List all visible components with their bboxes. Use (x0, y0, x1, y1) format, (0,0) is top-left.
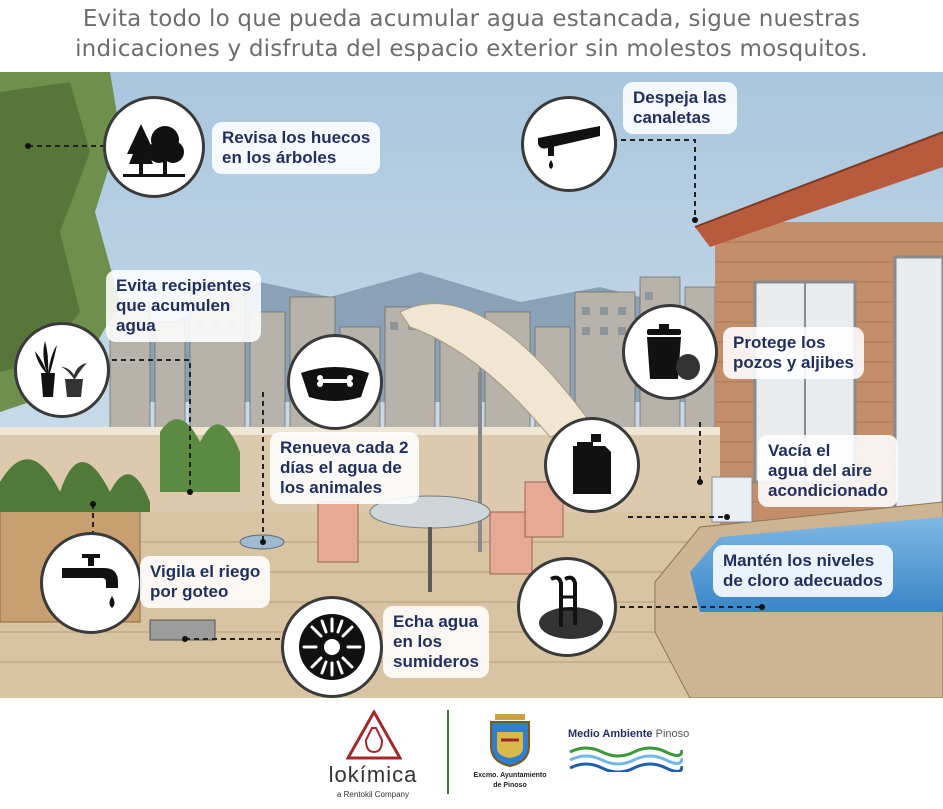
tip-gutters-line-2: canaletas (633, 108, 711, 127)
lokimica-name: lokímica (328, 762, 418, 787)
potted-plants-icon (27, 335, 97, 405)
pet-bowl-icon (297, 357, 373, 407)
waves-icon (568, 744, 683, 772)
tip-wells-line-2: pozos y aljibes (733, 353, 854, 372)
tip-containers-line-2: que acumulen (116, 296, 231, 315)
medio-ambiente-title (568, 728, 698, 740)
drain-icon (296, 611, 368, 683)
tip-trees-line-2: en los árboles (222, 148, 337, 167)
gutter-icon (534, 114, 604, 174)
medio-ambiente-logo (568, 728, 698, 778)
footer-divider (447, 710, 449, 794)
tip-drains-line-1: Echa agua (393, 612, 479, 631)
ayuntamiento-logo (466, 710, 554, 802)
tip-trees-line-1: Revisa los huecos (222, 128, 371, 147)
tip-drains-line-2: en los (393, 632, 443, 651)
header-line-2: indicaciones y disfruta del espacio exterior sin molestos mosquitos. (75, 36, 868, 62)
animals-circle (287, 334, 383, 430)
tip-animals (270, 432, 419, 504)
header (0, 0, 943, 72)
tip-drains-line-3: sumideros (393, 652, 479, 671)
tip-irrigation (140, 556, 270, 608)
containers-circle (14, 322, 110, 418)
tip-containers-line-3: agua (116, 316, 156, 335)
tip-drains (383, 606, 489, 678)
terrace-illustration (0, 72, 943, 698)
tip-pool-line-2: de cloro adecuados (723, 571, 883, 590)
tip-animals-line-3: los animales (280, 478, 383, 497)
footer-logos (0, 698, 943, 809)
irrigation-circle (40, 532, 142, 634)
lokimica-logo (318, 710, 428, 802)
tip-aircon-line-3: acondicionado (768, 481, 888, 500)
wells-circle (622, 304, 718, 400)
tip-animals-line-2: días el agua de (280, 458, 402, 477)
pool-ladder-icon (529, 569, 605, 645)
tip-animals-line-1: Renueva cada 2 (280, 438, 409, 457)
tip-aircon-line-2: agua del aire (768, 461, 872, 480)
tip-trees (212, 122, 380, 174)
tip-aircon (758, 435, 898, 507)
gutter-circle (521, 96, 617, 192)
drains-circle (281, 596, 383, 698)
tip-containers-line-1: Evita recipientes (116, 276, 252, 295)
tip-pool-line-1: Mantén los niveles (723, 551, 875, 570)
trees-circle (103, 96, 205, 198)
medio-ambiente-town: Pinoso (655, 728, 690, 740)
faucet-icon (56, 548, 126, 618)
tip-aircon-line-1: Vacía el (768, 441, 831, 460)
coat-of-arms-icon (487, 710, 533, 768)
tip-pool (713, 545, 893, 597)
lokimica-subtitle: a Rentokil Company (336, 790, 410, 799)
tip-gutters-line-1: Despeja las (633, 88, 727, 107)
tip-wells (723, 327, 864, 379)
jerrycan-icon (557, 430, 627, 500)
header-line-1: Evita todo lo que pueda acumular agua estancada, sigue nuestras (82, 6, 861, 32)
ayuntamiento-line-1: Excmo. Ayuntamiento (473, 772, 547, 779)
aircon-circle (544, 417, 640, 513)
tip-containers (106, 270, 261, 342)
tip-irrigation-line-1: Vigila el riego (150, 562, 261, 581)
tip-wells-line-1: Protege los (733, 333, 826, 352)
ayuntamiento-line-2: de Pinoso (493, 782, 527, 789)
trees-icon (119, 112, 189, 182)
pool-circle (517, 557, 617, 657)
tip-irrigation-line-2: por goteo (150, 582, 229, 601)
lokimica-emblem-icon (346, 710, 402, 760)
bin-icon (635, 317, 705, 387)
medio-ambiente-bold: Medio Ambiente (568, 728, 653, 740)
tip-gutters (623, 82, 737, 134)
